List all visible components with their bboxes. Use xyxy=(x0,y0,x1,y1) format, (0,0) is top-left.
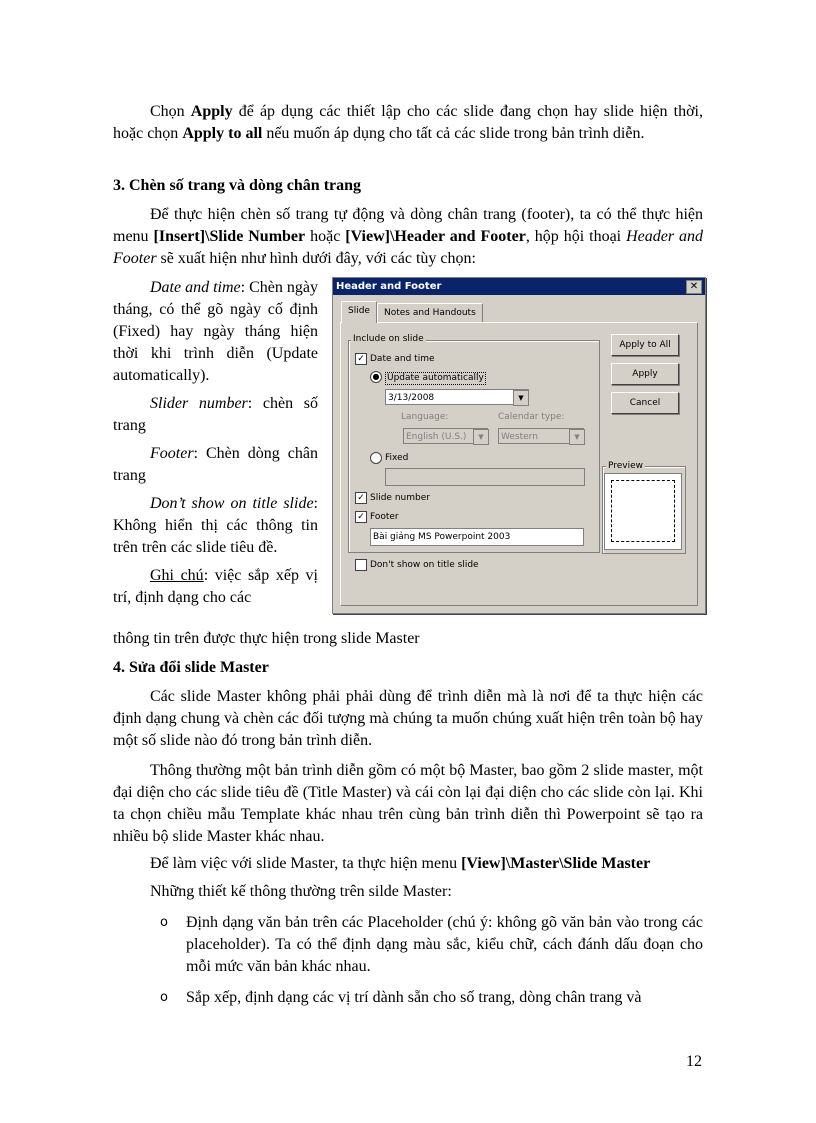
footer-input[interactable]: Bài giảng MS Powerpoint 2003 xyxy=(370,528,584,546)
bullet-icon: o xyxy=(160,915,168,930)
option-slide-number xyxy=(113,393,318,437)
option-desc: : Chèn dòng chân trang xyxy=(113,445,318,484)
cancel-button[interactable]: Cancel xyxy=(611,392,679,414)
option-date-time xyxy=(113,277,318,387)
preview-label: Preview xyxy=(608,461,644,471)
preview-placeholder-outline xyxy=(611,480,675,542)
text-run: sẽ xuất hiện như hình dưới đây, với các tùy chọn: xyxy=(156,250,476,267)
language-dropdown[interactable]: English (U.S.) xyxy=(403,428,488,444)
text-run: nếu muốn áp dụng cho tất cả các slide trong bản trình diễn. xyxy=(262,125,645,142)
footer-label: Footer xyxy=(370,512,399,522)
text-run: để áp dụng các thiết lập cho các slide đang chọn hay slide hiện thời, hoặc chọn xyxy=(113,103,703,142)
paragraph-insert xyxy=(113,204,703,270)
note-term: Ghi chú xyxy=(150,567,204,584)
note xyxy=(113,565,318,609)
note-desc: : việc sắp xếp vị trí, định dạng cho các xyxy=(113,567,318,606)
paragraph-master-set: Thông thường một bản trình diễn gồm có một bộ Master, bao gồm 2 slide master, một đại diện cho các slide tiêu đề (Title Master) và cái còn lại đại diện cho các slide còn lại. Khi ta chọn chiều mẫu Template khác nhau trên cùng bản trình diễn thì Powerpoint sẽ tạo ra nhiều bộ slide Master khác nhau. xyxy=(113,762,703,845)
text-run-italic: Header and Footer xyxy=(113,228,704,267)
bullet-icon: o xyxy=(160,990,168,1005)
list-item xyxy=(150,987,703,1009)
option-desc: : chèn số trang xyxy=(113,395,318,434)
update-auto-label: Update automatically xyxy=(387,373,484,383)
option-term: Slider number xyxy=(150,395,248,412)
text-run: , hộp hội thoại xyxy=(525,228,627,245)
text-run: hoặc xyxy=(305,228,346,245)
text-run: Để thực hiện chèn số trang tự động và dòng chân trang (footer), ta có thể thực hiện menu xyxy=(113,206,703,245)
option-desc: : Chèn ngày tháng, có thể gõ ngày cố định (Fixed) hay ngày tháng hiện thời khi trình diễn (Update automatically). xyxy=(113,279,318,384)
language-label: Language: xyxy=(401,412,449,422)
page-number: 12 xyxy=(686,1053,702,1070)
option-footer xyxy=(113,443,318,487)
option-term: Don’t show on title slide xyxy=(150,495,314,512)
slide-number-checkbox[interactable]: ✓ xyxy=(355,492,367,504)
group-label: Include on slide xyxy=(353,334,424,344)
date-time-label: Date and time xyxy=(370,354,435,364)
section-heading-3: 3. Chèn số trang và dòng chân trang xyxy=(113,177,362,194)
dont-show-checkbox[interactable] xyxy=(355,559,367,571)
option-dont-show xyxy=(113,493,318,559)
tab-notes-and-handouts[interactable]: Notes and Handouts xyxy=(377,303,483,322)
options-column xyxy=(113,277,318,615)
date-dropdown[interactable]: 3/13/2008 xyxy=(385,389,529,405)
apply-button[interactable]: Apply xyxy=(611,363,679,385)
text-run-bold: [View]\Master\Slide Master xyxy=(461,855,651,872)
calendar-type-label: Calendar type: xyxy=(498,412,565,422)
close-icon[interactable]: ✕ xyxy=(686,280,702,294)
paragraph-master-intro: Các slide Master không phải phải dùng để trình diễn mà là nơi để ta thực hiện các định dạng chung và chèn các đối tượng mà chúng ta muốn chúng xuất hiện trên toàn bộ hay một số slide nào đó trong bản trình diễn. xyxy=(113,688,703,749)
calendar-dropdown[interactable]: Western xyxy=(498,428,584,444)
paragraph-master-menu xyxy=(113,853,703,875)
text-run-bold: [View]\Header and Footer xyxy=(345,228,526,245)
list-item-text: Định dạng văn bản trên các Placeholder (chú ý: không gõ văn bản vào trong các placeholder). Ta có thể định dạng màu sắc, kiểu chữ, cách đánh dấu đoạn cho mỗi mức văn bản khác nhau. xyxy=(186,914,703,975)
apply-to-all-button[interactable]: Apply to All xyxy=(611,334,679,356)
text-run-bold: [Insert]\Slide Number xyxy=(153,228,306,245)
chevron-down-icon[interactable]: ▼ xyxy=(569,429,585,445)
dont-show-label: Don't show on title slide xyxy=(370,560,479,570)
fixed-label: Fixed xyxy=(385,453,409,463)
paragraph-master-designs: Những thiết kế thông thường trên silde Master: xyxy=(150,883,452,900)
paragraph-apply xyxy=(113,101,703,145)
chevron-down-icon[interactable]: ▼ xyxy=(513,390,529,406)
list-item xyxy=(150,912,703,978)
header-footer-dialog xyxy=(332,277,706,614)
section-heading-4: 4. Sửa đổi slide Master xyxy=(113,659,269,676)
text-run-bold: Apply to all xyxy=(182,125,263,142)
date-time-checkbox[interactable]: ✓ xyxy=(355,353,367,365)
tab-slide[interactable]: Slide xyxy=(341,301,377,323)
chevron-down-icon[interactable]: ▼ xyxy=(473,429,489,445)
list-item-text: Sắp xếp, định dạng các vị trí dành sẵn cho số trang, dòng chân trang và xyxy=(186,989,642,1006)
fixed-radio[interactable] xyxy=(370,452,382,464)
preview-thumbnail xyxy=(604,473,682,550)
option-term: Date and time xyxy=(150,279,241,296)
update-auto-radio[interactable]: ● xyxy=(370,371,382,383)
dialog-title-bar xyxy=(333,278,705,295)
footer-checkbox[interactable]: ✓ xyxy=(355,511,367,523)
text-run-bold: Apply xyxy=(190,103,233,120)
option-desc: : Không hiển thị các thông tin trên trên các slide tiêu đề. xyxy=(113,495,318,556)
dialog-title: Header and Footer xyxy=(336,281,442,292)
slide-number-label: Slide number xyxy=(370,493,430,503)
fixed-date-input[interactable] xyxy=(385,468,585,486)
note-continued: thông tin trên được thực hiện trong slide Master xyxy=(113,630,420,647)
text-run: Để làm việc với slide Master, ta thực hiện menu xyxy=(150,855,462,872)
text-run: Chọn xyxy=(150,103,191,120)
option-term: Footer xyxy=(150,445,194,462)
